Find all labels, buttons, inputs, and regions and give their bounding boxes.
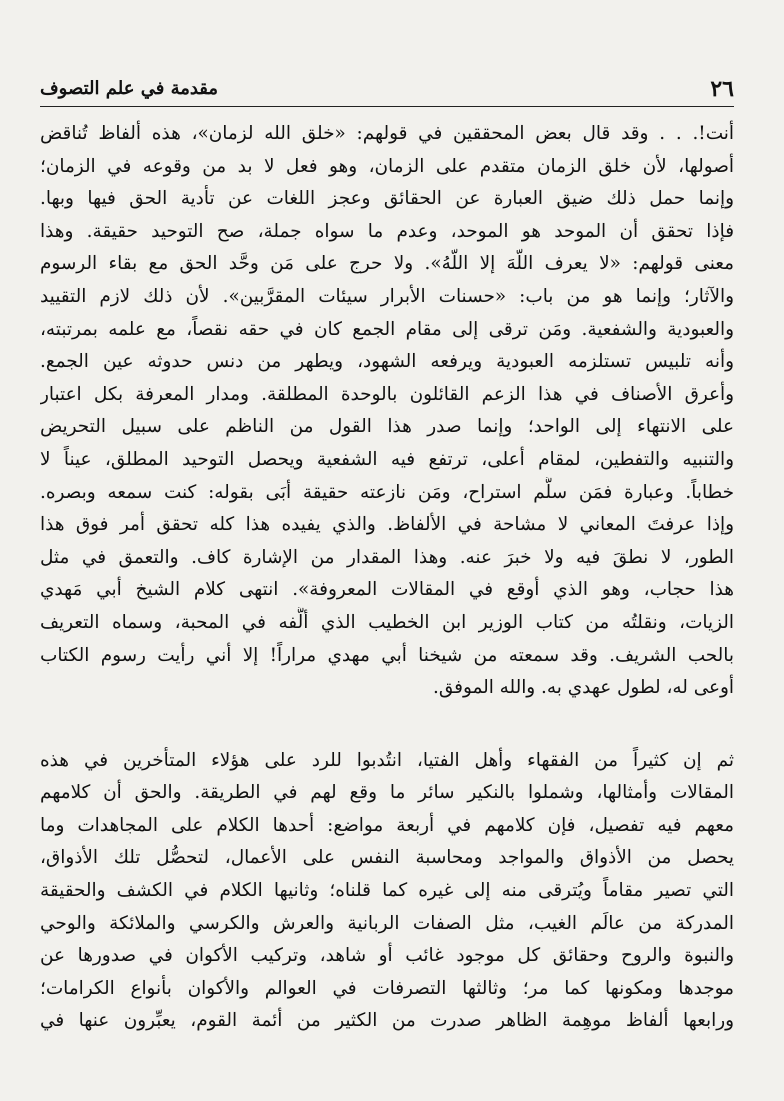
paragraph-1 — [40, 118, 734, 705]
text-line: معنى قولهم: «لا يعرف اللّهَ إلا اللّهُ». ولا حرج على مَن وحَّد الحق مع بقاء الرسوم — [40, 253, 734, 275]
text-line: وإذا عرفتَ المعاني لا مشاحة في الألفاظ. والذي يفيده هذا كله تحقق أمر فوق هذا — [40, 514, 734, 536]
text-line: معهم فيه تفصيل، فإن كلامهم في أربعة مواضع: أحدها الكلام على المجاهدات وما — [40, 814, 734, 836]
text-line: وأنه تلبيس تستلزمه العبودية ويرفعه الشهود، ويطهر من دنس حدوثه عين الجمع. — [40, 351, 734, 373]
text-line: بالحب الشريف. وقد سمعته من شيخنا أبي مهدي مراراً! إلا أني رأيت رسوم الكتاب — [40, 644, 734, 666]
running-title: مقدمة في علم التصوف — [40, 78, 219, 99]
text-line: أوعى له، لطول عهدي به. والله الموفق. — [432, 677, 734, 699]
header-rule — [40, 106, 734, 107]
text-line: أنت!. . . وقد قال بعض المحققين في قولهم: «خلق الله لزمان»، هذه ألفاظ تُناقض — [40, 123, 734, 144]
text-line: على الانتهاء إلى الواحد؛ وإنما صدر هذا القول من الناظم على سبيل التحريض — [40, 416, 734, 438]
text-line: والنبوة والروح وحقائق كل موجود غائب أو شاهد، وتركيب الأكوان في صدورها عن — [40, 945, 734, 967]
text-line: أصولها، لأن خلق الزمان متقدم على الزمان، وهو فعل لا بد من وقوعه في الزمان؛ — [40, 155, 734, 177]
page-header — [40, 72, 734, 106]
page-number: ٢٦ — [710, 76, 734, 102]
text-line: وأعرق الأصناف في هذا الزعم القائلون بالوحدة المطلقة. ومدار المعرفة بكل اعتبار — [40, 383, 734, 405]
text-line: والتنبيه والتفطين، لمقام أعلى، ترتفع فيه الشفعية ويحصل التوحيد المطلق، عيناً لا — [40, 448, 734, 470]
text-line: فإذا تحقق أن الموحد هو الموحد، وعدم ما سواه جملة، صح التوحيد حقيقة. وهذا — [40, 220, 734, 242]
text-line: ورابعها ألفاظ موهِمة الظاهر صدرت من الكثير من أئمة القوم، يعبِّرون عنها في — [40, 1010, 734, 1032]
text-line: هذا حجاب، وهو الذي أوقع في المقالات المعروفة». انتهى كلام الشيخ أبي مَهدي — [40, 579, 734, 601]
text-line: الزيات، ونقلتُه من كتاب الوزير ابن الخطيب الذي ألَّفه في المحبة، وسماه التعريف — [40, 611, 734, 633]
text-line: المدركة من عالَم الغيب، مثل الصفات الربانية والعرش والكرسي والملائكة والوحي — [40, 912, 734, 934]
text-line: موجدها ومكونها كما مر؛ وثالثها التصرفات في العوالم والأكوان بأنواع الكرامات؛ — [40, 977, 734, 999]
text-line: وإنما حمل ذلك ضيق العبارة عن الحقائق وعجز اللغات عن تأدية الحق فيها وبها. — [40, 188, 734, 210]
text-line: التي تصير مقاماً ويُترقى منه إلى غيره كما قلناه؛ وثانيها الكلام في الكشف والحقيقة — [40, 880, 734, 902]
text-line: والعبودية والشفعية. ومَن ترقى إلى مقام الجمع كان في حقه نقصاً، مع علمه بمرتبته، — [40, 318, 734, 340]
body-text — [40, 118, 734, 1038]
text-line: خطاباً. وعبارة فمَن سلَّم استراح، ومَن نازعته حقيقة أبَى بقوله: كنت سمعه وبصره. — [40, 481, 734, 503]
text-line: والآثار؛ وإنما هو من باب: «حسنات الأبرار سيئات المقرَّبين». لأن ذلك لازم التقييد — [40, 285, 734, 307]
text-line: المقالات وأمثالها، وشملوا بالنكير سائر ما وقع لهم في الطريقة. والحق أن كلامهم — [40, 782, 734, 804]
text-line: ثم إن كثيراً من الفقهاء وأهل الفتيا، انتُدبوا للرد على هؤلاء المتأخرين في هذه — [40, 749, 734, 771]
text-line: الطور، لا نطقَ فيه ولا خبرَ عنه. وهذا المقدار من الإشارة كاف. والتعمق في مثل — [40, 546, 734, 568]
paragraph-gap — [40, 705, 734, 745]
text-line: يحصل من الأذواق والمواجد ومحاسبة النفس على الأعمال، لتحصُّل تلك الأذواق، — [40, 847, 734, 869]
paragraph-2 — [40, 745, 734, 1038]
